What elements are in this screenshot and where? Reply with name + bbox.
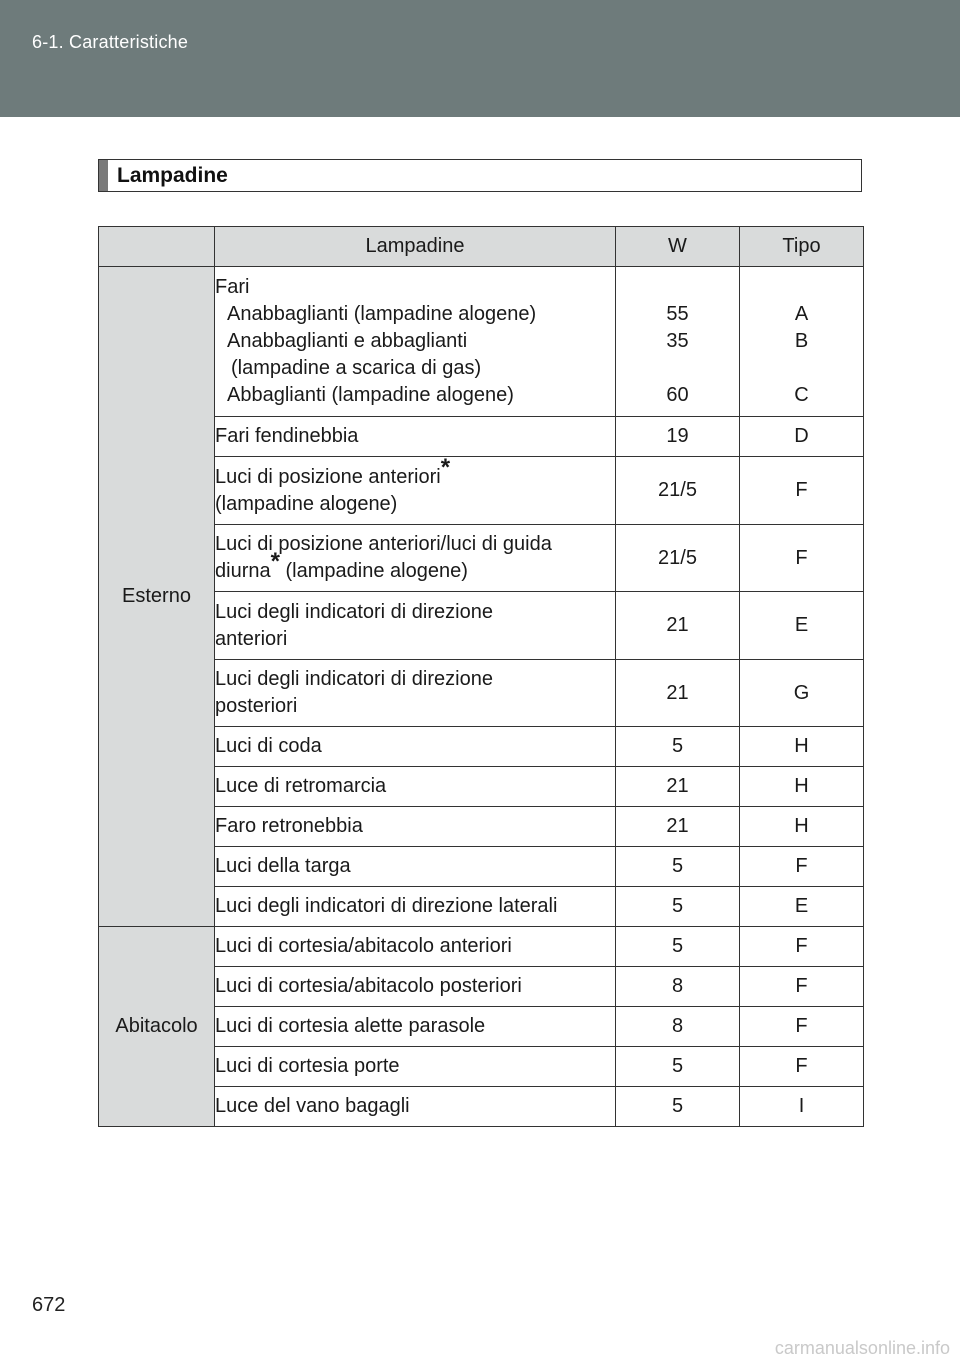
- row-type: F: [740, 847, 864, 887]
- row-label-line: Luci di posizione anteriori: [215, 465, 441, 488]
- row-type: F: [740, 927, 864, 967]
- row-watts: 21: [616, 807, 740, 847]
- row-watts: 5: [616, 1087, 740, 1127]
- table-row: [99, 267, 864, 417]
- section-title: Lampadine: [117, 164, 228, 187]
- row-watts: 21: [616, 592, 740, 660]
- type-value: A: [794, 303, 809, 325]
- group-label-abitacolo: Abitacolo: [99, 927, 215, 1127]
- row-type: F: [740, 525, 864, 592]
- group-label-esterno: Esterno: [99, 267, 215, 927]
- row-watts: 5: [616, 1047, 740, 1087]
- row-label: Luci degli indicatori di direzione laterali: [215, 887, 616, 927]
- row-watts: 19: [616, 417, 740, 457]
- watt-value: 35: [666, 330, 689, 352]
- watermark: carmanualsonline.info: [774, 1338, 950, 1358]
- row-label-line: (lampadine alogene): [279, 560, 468, 582]
- row-label: Luci della targa: [215, 847, 616, 887]
- row-label: Fari fendinebbia: [215, 417, 616, 457]
- row-label-line: diurna: [215, 560, 271, 582]
- row-type: F: [740, 1047, 864, 1087]
- row-label-line: Fari: [215, 276, 250, 298]
- row-label-line: (lampadine alogene): [215, 492, 398, 515]
- row-label-line: Anabbaglianti e abbaglianti: [227, 330, 468, 352]
- row-label: Faro retronebbia: [215, 807, 616, 847]
- row-label: [215, 453, 616, 525]
- row-watts: 5: [616, 887, 740, 927]
- row-label-line: Luci degli indicatori di direzione: [215, 668, 493, 690]
- row-type: G: [740, 660, 864, 727]
- row-label: [215, 660, 616, 727]
- section-heading: 6-1. Caratteristiche: [32, 32, 189, 52]
- row-label: [215, 592, 616, 660]
- row-label: Luce di retromarcia: [215, 767, 616, 807]
- row-watts: [616, 267, 740, 417]
- row-label-line: (lampadine a scarica di gas): [231, 357, 482, 379]
- type-value: C: [794, 384, 809, 406]
- row-label-line: Luci degli indicatori di direzione: [215, 600, 493, 623]
- row-label: Luce del vano bagagli: [215, 1087, 616, 1127]
- row-type: D: [740, 417, 864, 457]
- watt-value: 55: [666, 303, 689, 325]
- row-watts: 8: [616, 967, 740, 1007]
- table-row: [99, 927, 864, 967]
- row-watts: 5: [616, 847, 740, 887]
- section-accent: [99, 160, 108, 191]
- row-type: I: [740, 1087, 864, 1127]
- row-label-line: Luci di posizione anteriori/luci di guida: [215, 533, 552, 555]
- row-type: F: [740, 967, 864, 1007]
- column-header-bulb: Lampadine: [215, 227, 616, 267]
- row-label: [215, 267, 616, 417]
- row-label: Luci di coda: [215, 727, 616, 767]
- bulb-table: [98, 226, 864, 1127]
- row-label: Luci di cortesia/abitacolo anteriori: [215, 927, 616, 967]
- watt-value: 60: [666, 384, 689, 406]
- footnote-star: *: [270, 548, 280, 575]
- column-header-group: [99, 227, 215, 267]
- row-watts: 21/5: [616, 525, 740, 592]
- row-type: F: [740, 1007, 864, 1047]
- row-type: [740, 267, 864, 417]
- row-watts: 8: [616, 1007, 740, 1047]
- row-label-line: Abbaglianti (lampadine alogene): [227, 384, 514, 406]
- row-type: E: [740, 887, 864, 927]
- row-watts: 21/5: [616, 457, 740, 525]
- type-value: B: [794, 330, 809, 352]
- row-label: Luci di cortesia/abitacolo posteriori: [215, 967, 616, 1007]
- row-label: Luci di cortesia alette parasole: [215, 1007, 616, 1047]
- row-watts: 5: [616, 727, 740, 767]
- row-label: [215, 525, 616, 592]
- header-band: [0, 0, 960, 117]
- column-header-watt: W: [616, 227, 740, 267]
- row-type: E: [740, 592, 864, 660]
- row-type: H: [740, 807, 864, 847]
- footnote-star: *: [440, 453, 451, 481]
- row-type: F: [740, 457, 864, 525]
- page-number: 672: [32, 1294, 66, 1316]
- row-label-line: Anabbaglianti (lampadine alogene): [227, 303, 537, 325]
- column-header-type: Tipo: [740, 227, 864, 267]
- row-label-line: anteriori: [215, 627, 288, 650]
- row-label-line: posteriori: [215, 695, 298, 717]
- row-label: Luci di cortesia porte: [215, 1047, 616, 1087]
- row-watts: 5: [616, 927, 740, 967]
- row-watts: 21: [616, 767, 740, 807]
- table-header-row: [99, 227, 864, 267]
- row-watts: 21: [616, 660, 740, 727]
- row-type: H: [740, 727, 864, 767]
- section-title-bar: [98, 159, 862, 192]
- row-type: H: [740, 767, 864, 807]
